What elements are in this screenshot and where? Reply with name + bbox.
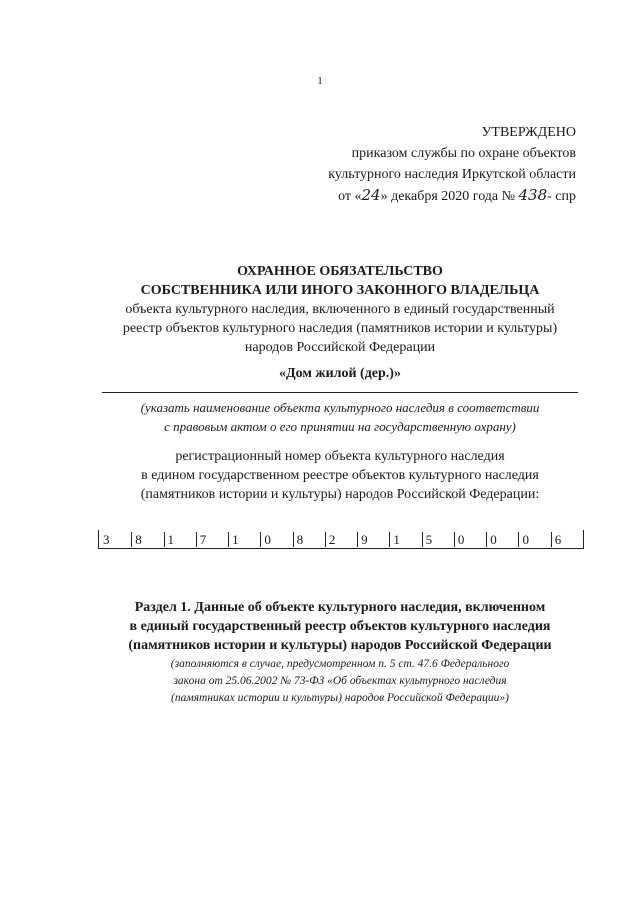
- registration-line-2: в едином государственном реестре объектов культурного наследия: [141, 468, 539, 483]
- reg-digit-cell: 3: [99, 530, 131, 549]
- reg-digit-cell: 8: [131, 530, 163, 549]
- approval-block: [328, 122, 576, 207]
- section-1-note-3: (памятниках истории и культуры) народов Российской Федерации»): [171, 692, 509, 704]
- approval-date-line: [328, 185, 576, 207]
- section-1-title: [60, 598, 620, 655]
- reg-digit-cell: 0: [260, 530, 292, 549]
- hint-line-1: (указать наименование объекта культурного наследия в соответствии: [140, 400, 540, 415]
- object-name: «Дом жилой (дер.)»: [279, 366, 401, 381]
- heading-line-3: объекта культурного наследия, включенного в единый государственный: [125, 302, 555, 317]
- handwritten-order-number: 438: [518, 186, 548, 204]
- handwritten-day: 24: [361, 186, 381, 204]
- date-mid: » декабря 2020 года №: [380, 189, 515, 204]
- reg-digit-cell: 2: [325, 530, 357, 549]
- registration-line-3: (памятников истории и культуры) народов Российской Федерации:: [140, 487, 540, 502]
- heading-line-4: реестр объектов культурного наследия (памятников истории и культуры): [122, 321, 558, 336]
- registration-number-boxes: [98, 530, 584, 549]
- reg-digit-cell: 0: [486, 530, 518, 549]
- heading-title: ОХРАННОЕ ОБЯЗАТЕЛЬСТВО: [237, 264, 443, 279]
- date-suffix: - спр: [547, 189, 576, 204]
- reg-digit-cell: 7: [196, 530, 228, 549]
- section-1-note: [60, 656, 620, 707]
- approval-line-2: культурного наследия Иркутской области: [328, 167, 576, 182]
- section-1-line-2: в единый государственный реестр объектов культурного наследия: [129, 619, 551, 634]
- reg-digit-cell: 9: [357, 530, 389, 549]
- reg-digit-cell: 0: [518, 530, 550, 549]
- reg-digit-cell: 1: [389, 530, 421, 549]
- document-heading: [60, 262, 620, 357]
- hint-line-2: с правовым актом о его принятии на государственную охрану): [164, 419, 516, 434]
- approval-line-1: приказом службы по охране объектов: [351, 146, 576, 161]
- heading-subtitle: СОБСТВЕННИКА ИЛИ ИНОГО ЗАКОННОГО ВЛАДЕЛЬЦА: [140, 283, 540, 298]
- registration-text: [60, 447, 620, 504]
- reg-digit-cell: 8: [293, 530, 325, 549]
- reg-digit-cell: 6: [551, 530, 583, 549]
- object-name-underline: [102, 392, 578, 393]
- page-number: 1: [317, 75, 323, 87]
- section-1-line-1: Раздел 1. Данные об объекте культурного наследия, включенном: [134, 600, 546, 615]
- section-1-note-2: закона от 25.06.2002 № 73-ФЗ «Об объектах культурного наследия: [173, 675, 507, 687]
- registration-line-1: регистрационный номер объекта культурного наследия: [175, 449, 505, 464]
- reg-digit-cell: 1: [228, 530, 260, 549]
- object-name-hint: [60, 398, 620, 436]
- reg-digit-cell: 5: [422, 530, 454, 549]
- reg-digit-cell: 1: [164, 530, 196, 549]
- heading-line-5: народов Российской Федерации: [244, 340, 436, 355]
- reg-digit-cell: 0: [454, 530, 486, 549]
- section-1-line-3: (памятников истории и культуры) народов Российской Федерации: [128, 638, 552, 653]
- section-1-note-1: (заполняются в случае, предусмотренном п. 5 ст. 47.6 Федерального: [170, 658, 510, 670]
- approval-title: УТВЕРЖДЕНО: [481, 125, 576, 140]
- date-prefix: от «: [338, 189, 362, 204]
